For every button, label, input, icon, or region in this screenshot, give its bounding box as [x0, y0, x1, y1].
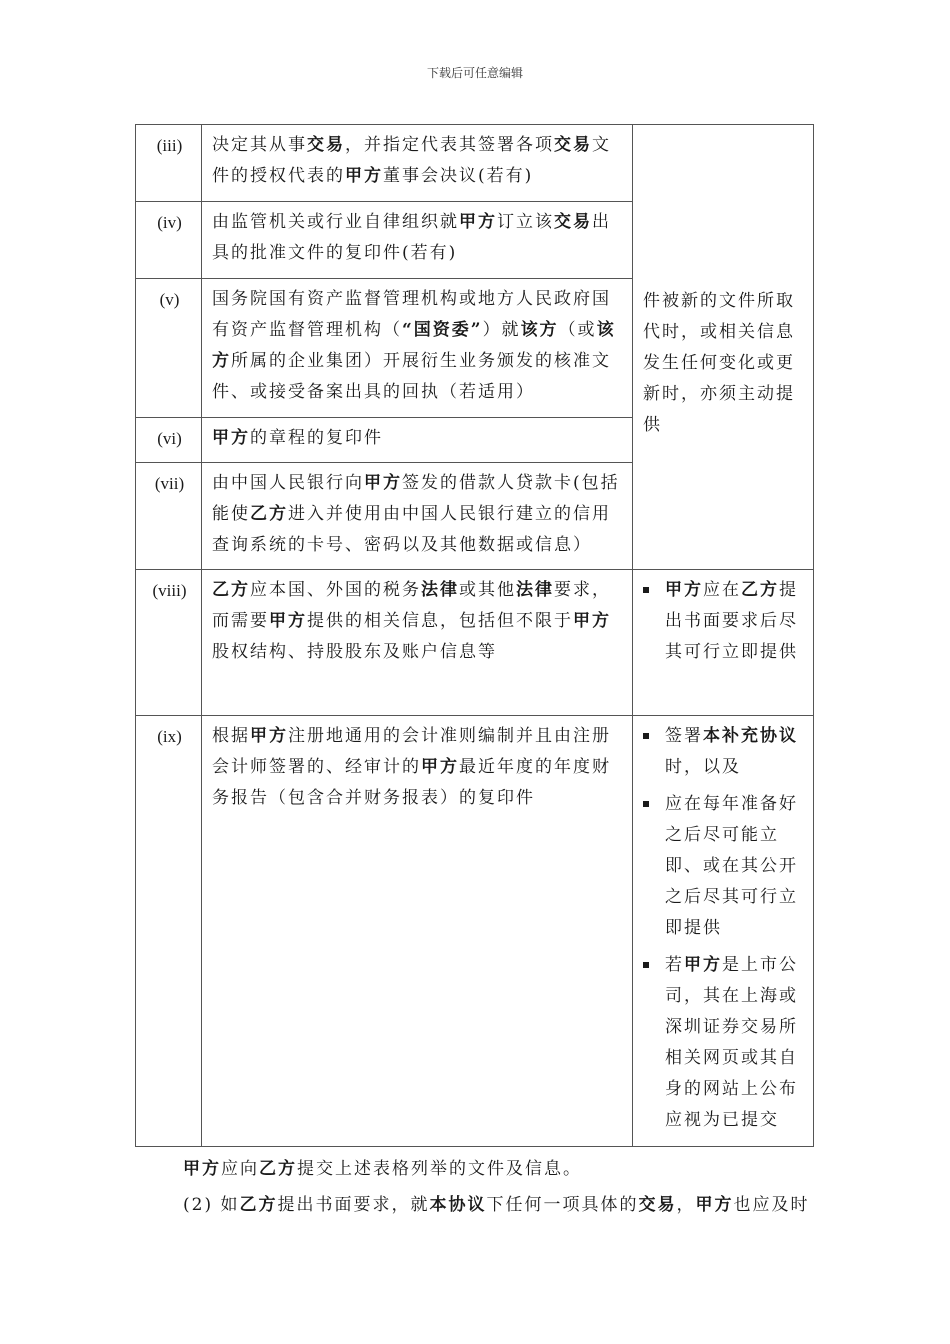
text-segment: ）就	[482, 320, 521, 340]
text-segment: 时，以及	[665, 757, 741, 777]
bold-term: 交易	[554, 135, 592, 155]
text-segment: 下任何一项具体的	[486, 1195, 639, 1215]
row-description	[202, 463, 633, 570]
text-segment: 国务院国有资产监督管理机构或地方人民政府国有资产监督管理机构（	[212, 289, 611, 340]
bold-term: 乙方	[212, 580, 250, 600]
text-segment: 或其他	[459, 580, 516, 600]
bold-term: 该方	[212, 320, 616, 371]
bold-term: 本协议	[429, 1195, 487, 1215]
bold-term: 甲方	[421, 757, 459, 777]
text-segment: 提交上述表格列举的文件及信息。	[297, 1159, 582, 1179]
note-bullets	[643, 575, 805, 668]
text-segment: 的章程的复印件	[250, 428, 383, 448]
text-segment: 出具的批准文件的复印件(若有)	[212, 212, 611, 263]
row-description	[202, 570, 633, 716]
bold-term: 乙方	[239, 1195, 278, 1215]
bold-term: 甲方	[665, 580, 703, 600]
bold-term: 法律	[516, 580, 554, 600]
row-description	[202, 716, 633, 1147]
row-number: (v)	[136, 279, 202, 418]
row-note	[633, 716, 814, 1147]
note-bullet	[643, 789, 805, 944]
table-row	[136, 570, 814, 716]
bold-term: 乙方	[259, 1159, 297, 1179]
bold-term: 乙方	[741, 580, 779, 600]
table-row	[136, 716, 814, 1147]
bold-term: 乙方	[250, 504, 288, 524]
text-segment: 最近年度的年度财务报告（包含合并财务报表）的复印件	[212, 757, 611, 808]
bold-term: 甲方	[212, 428, 250, 448]
bold-term: 交易	[307, 135, 345, 155]
text-segment: 所属的企业集团）开展衍生业务颁发的核准文件、或接受备案出具的回执（若适用）	[212, 351, 611, 402]
table-row	[136, 125, 814, 202]
bold-term: 甲方	[345, 166, 383, 186]
document-table	[135, 124, 814, 1147]
page-header: 下载后可任意编辑	[426, 66, 523, 80]
paragraph	[183, 1190, 809, 1215]
text-segment: 文件的授权代表的	[212, 135, 611, 186]
row-note	[633, 125, 814, 570]
text-segment: 签署	[665, 726, 703, 746]
text-segment: 也应及时	[733, 1195, 810, 1215]
note-bullet	[643, 950, 805, 1136]
paragraph	[183, 1154, 582, 1179]
text-segment: 签发的借款人贷款卡(包括能使	[212, 473, 620, 524]
text-segment: 应向	[221, 1159, 259, 1179]
note-bullet	[643, 721, 805, 783]
text-segment: 若	[665, 955, 684, 975]
row-number: (iii)	[136, 125, 202, 202]
text-segment: 提出书面要求后尽其可行立即提供	[665, 580, 798, 662]
bold-term: 甲方	[269, 611, 307, 631]
text-segment: 股权结构、持股股东及账户信息等	[212, 642, 497, 662]
text-segment: 由中国人民银行向	[212, 473, 364, 493]
text-segment: 决定其从事	[212, 135, 307, 155]
note-bullet	[643, 575, 805, 668]
text-segment: 订立该	[497, 212, 554, 232]
bold-term: 法律	[421, 580, 459, 600]
text-segment: 根据	[212, 726, 250, 746]
text-segment: 由监管机关或行业自律组织就	[212, 212, 459, 232]
text-segment: 是上市公司，其在上海或深圳证券交易所相关网页或其自身的网站上公布应视为已提交	[665, 955, 798, 1130]
row-number: (vii)	[136, 463, 202, 570]
row-number: (vi)	[136, 418, 202, 463]
text-segment: 应在	[703, 580, 741, 600]
bold-term: 甲方	[695, 1195, 734, 1215]
row-number: (viii)	[136, 570, 202, 716]
text-segment: （或	[558, 320, 597, 340]
row-description	[202, 279, 633, 418]
text-segment: (2) 如	[183, 1195, 240, 1215]
bold-term: 甲方	[573, 611, 611, 631]
text-segment: 要求，而需要	[212, 580, 611, 631]
text-segment: ，并指定代表其签署各项	[345, 135, 554, 155]
bold-term: 本补充协议	[703, 726, 798, 746]
bold-term: 甲方	[364, 473, 402, 493]
row-description	[202, 202, 633, 279]
text-segment: 进入并使用由中国人民银行建立的信用查询系统的卡号、密码以及其他数据或信息）	[212, 504, 611, 555]
bold-term: 交易	[554, 212, 592, 232]
row-number: (iv)	[136, 202, 202, 279]
row-description	[202, 125, 633, 202]
note-text	[643, 286, 805, 441]
text-segment: 应在每年准备好之后尽可能立即、或在其公开之后尽其可行立即提供	[665, 794, 798, 938]
text-segment: 应本国、外国的税务	[250, 580, 421, 600]
row-description	[202, 418, 633, 463]
bold-term: “国资委”	[402, 320, 483, 340]
text-segment: 董事会决议(若有)	[383, 166, 534, 186]
row-number: (ix)	[136, 716, 202, 1147]
bold-term: 甲方	[183, 1159, 221, 1179]
row-note	[633, 570, 814, 716]
bold-term: 交易	[638, 1195, 677, 1215]
text-segment: 件被新的文件所取代时，或相关信息发生任何变化或更新时，亦须主动提供	[643, 290, 795, 435]
bold-term: 甲方	[250, 726, 288, 746]
bold-term: 该方	[520, 320, 559, 340]
text-segment: 提供的相关信息，包括但不限于	[307, 611, 573, 631]
text-segment: 注册地通用的会计准则编制并且由注册会计师签署的、经审计的	[212, 726, 611, 777]
bold-term: 甲方	[459, 212, 497, 232]
text-segment: ，	[676, 1195, 696, 1215]
bold-term: 甲方	[684, 955, 722, 975]
note-bullets	[643, 721, 805, 1136]
text-segment: 提出书面要求，就	[277, 1195, 430, 1215]
